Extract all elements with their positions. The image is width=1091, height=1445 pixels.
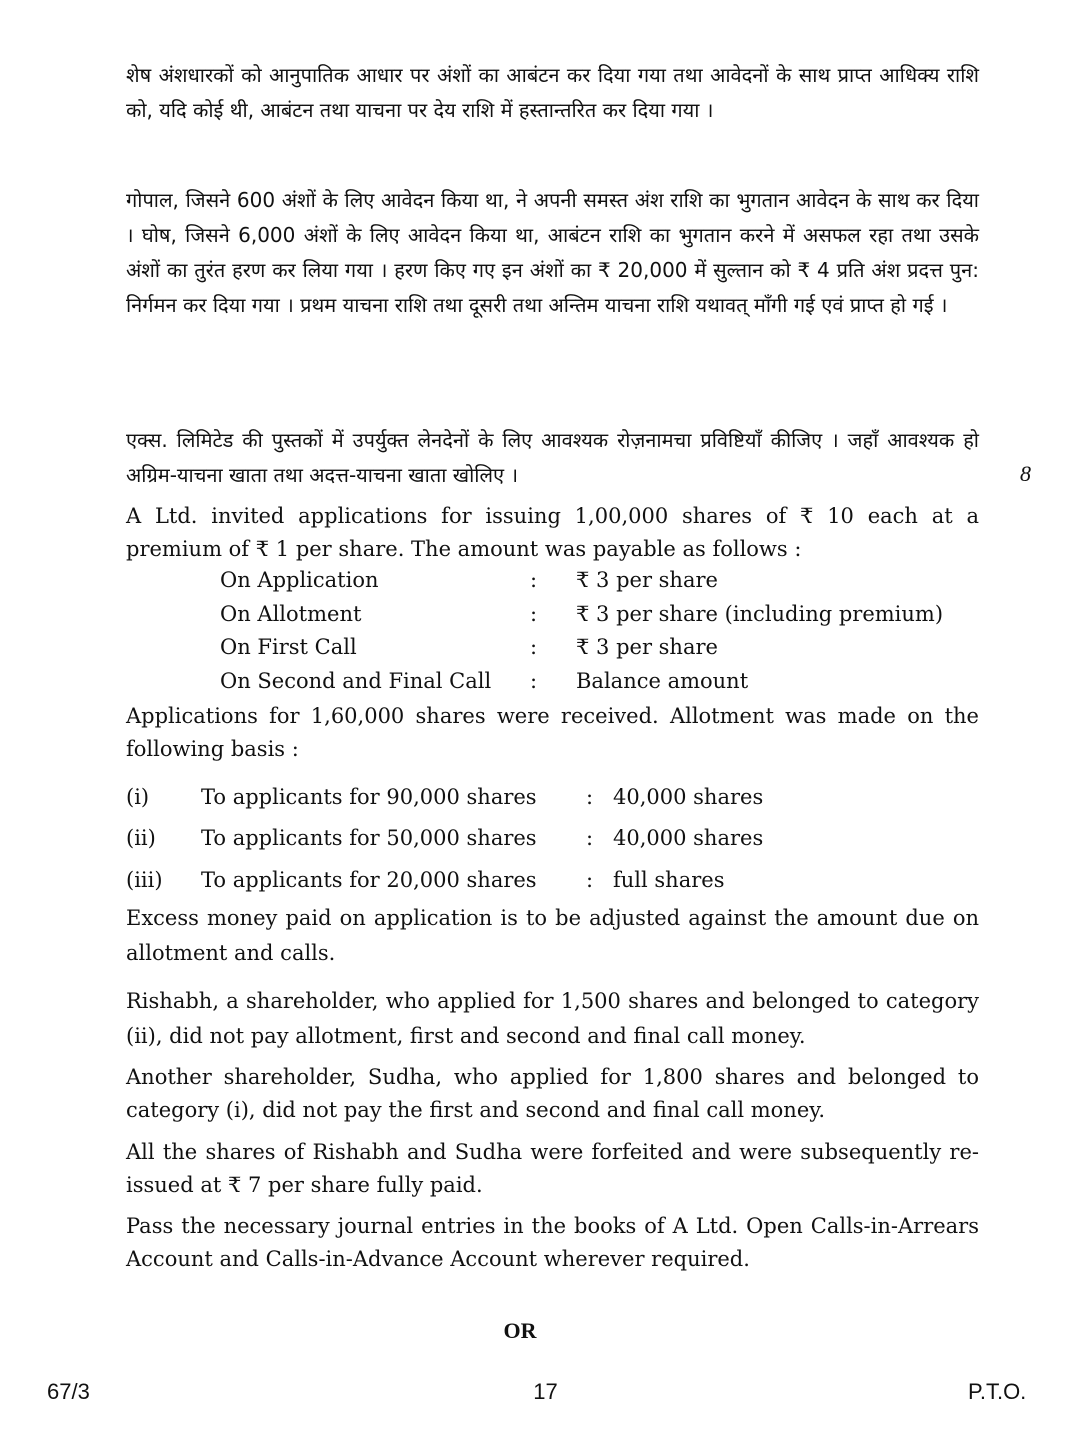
schedule-row xyxy=(220,631,943,665)
question-intro: A Ltd. invited applications for issuing 1,00,000 shares of ₹ 10 each at a premium of ₹ 1 per share. The amount was payable as follows : xyxy=(126,504,979,561)
schedule-value: ₹ 3 per share xyxy=(576,635,718,659)
list-item-text: To applicants for 90,000 shares xyxy=(201,784,537,809)
list-item-value: 40,000 shares xyxy=(613,826,764,851)
list-item xyxy=(126,776,763,818)
list-item-text: To applicants for 50,000 shares xyxy=(201,826,537,851)
payment-schedule xyxy=(220,564,943,698)
list-item-separator: : xyxy=(586,867,594,892)
pto-label: P.T.O. xyxy=(968,1379,1027,1404)
schedule-label: On First Call xyxy=(220,635,357,659)
list-item-number: (i) xyxy=(126,784,150,809)
list-item-text: To applicants for 20,000 shares xyxy=(201,867,537,892)
list-item-separator: : xyxy=(586,784,594,809)
list-item-value: full shares xyxy=(613,867,725,892)
schedule-separator: : xyxy=(530,668,538,693)
forfeiture-paragraph: All the shares of Rishabh and Sudha were forfeited and were subsequently re-issued at ₹ 7 per share fully paid. xyxy=(126,1140,979,1197)
schedule-value: Balance amount xyxy=(576,668,749,693)
excess-money-paragraph: Excess money paid on application is to be adjusted against the amount due on allotment and calls. xyxy=(126,906,979,965)
schedule-label: On Second and Final Call xyxy=(220,668,492,693)
schedule-separator: : xyxy=(530,635,538,659)
schedule-row xyxy=(220,598,943,632)
instruction-paragraph: Pass the necessary journal entries in the books of A Ltd. Open Calls-in-Arrears Account and Calls-in-Advance Account wherever required. xyxy=(126,1214,979,1271)
sudha-paragraph: Another shareholder, Sudha, who applied for 1,800 shares and belonged to category (i), did not pay the first and second and final call money. xyxy=(126,1065,979,1122)
hindi-paragraph-allotment: शेष अंशधारकों को आनुपातिक आधार पर अंशों का आबंटन कर दिया गया तथा आवेदनों के साथ प्राप्त आधिक्य राशि को, यदि कोई थी, आबंटन तथा याचना पर देय राशि में हस्तान्तरित कर दिया गया । xyxy=(126,63,979,122)
schedule-label: On Allotment xyxy=(220,601,362,626)
list-item-number: (ii) xyxy=(126,826,156,851)
list-item-number: (iii) xyxy=(126,867,163,892)
list-item-value: 40,000 shares xyxy=(613,784,764,809)
page-number: 17 xyxy=(533,1379,558,1404)
list-item-separator: : xyxy=(586,826,594,851)
schedule-value: ₹ 3 per share xyxy=(576,568,718,592)
schedule-value: ₹ 3 per share (including premium) xyxy=(576,601,944,626)
list-item xyxy=(126,818,763,860)
schedule-separator: : xyxy=(530,601,538,626)
schedule-row xyxy=(220,665,943,699)
hindi-paragraph-instruction: एक्स. लिमिटेड की पुस्तकों में उपर्युक्त लेनदेनों के लिए आवश्यक रोज़नामचा प्रविष्टियाँ कीजिए । जहाँ आवश्यक हो अग्रिम-याचना खाता तथा अदत्त-याचना खाता खोलिए । xyxy=(126,428,979,487)
schedule-separator: : xyxy=(530,568,538,592)
list-item xyxy=(126,859,763,901)
question-marks: 8 xyxy=(1020,461,1031,486)
schedule-label: On Application xyxy=(220,568,379,592)
rishabh-paragraph: Rishabh, a shareholder, who applied for 1,500 shares and belonged to category (ii), did not pay allotment, first and second and final call money. xyxy=(126,989,979,1048)
hindi-paragraph-gopal-ghosh: गोपाल, जिसने 600 अंशों के लिए आवेदन किया था, ने अपनी समस्त अंश राशि का भुगतान आवेदन के साथ कर दिया । घोष, जिसने 6,000 अंशों के लिए आवेदन किया था, आबंटन राशि का भुगतान करने में असफल रहा तथा उसके अंशों का तुरंत हरण कर लिया गया । हरण किए गए इन अंशों का ₹ 20,000 में सुल्तान को ₹ 4 प्रति अंश प्रदत्त पुन: निर्गमन कर दिया गया । प्रथम याचना राशि तथा दूसरी तथा अन्तिम याचना राशि यथावत् माँगी गई एवं प्राप्त हो गई । xyxy=(126,188,979,317)
schedule-row xyxy=(220,564,943,598)
or-separator: OR xyxy=(503,1318,537,1343)
applications-paragraph: Applications for 1,60,000 shares were received. Allotment was made on the following basis : xyxy=(126,704,979,761)
allotment-basis-list xyxy=(126,776,763,901)
paper-code: 67/3 xyxy=(47,1379,90,1404)
